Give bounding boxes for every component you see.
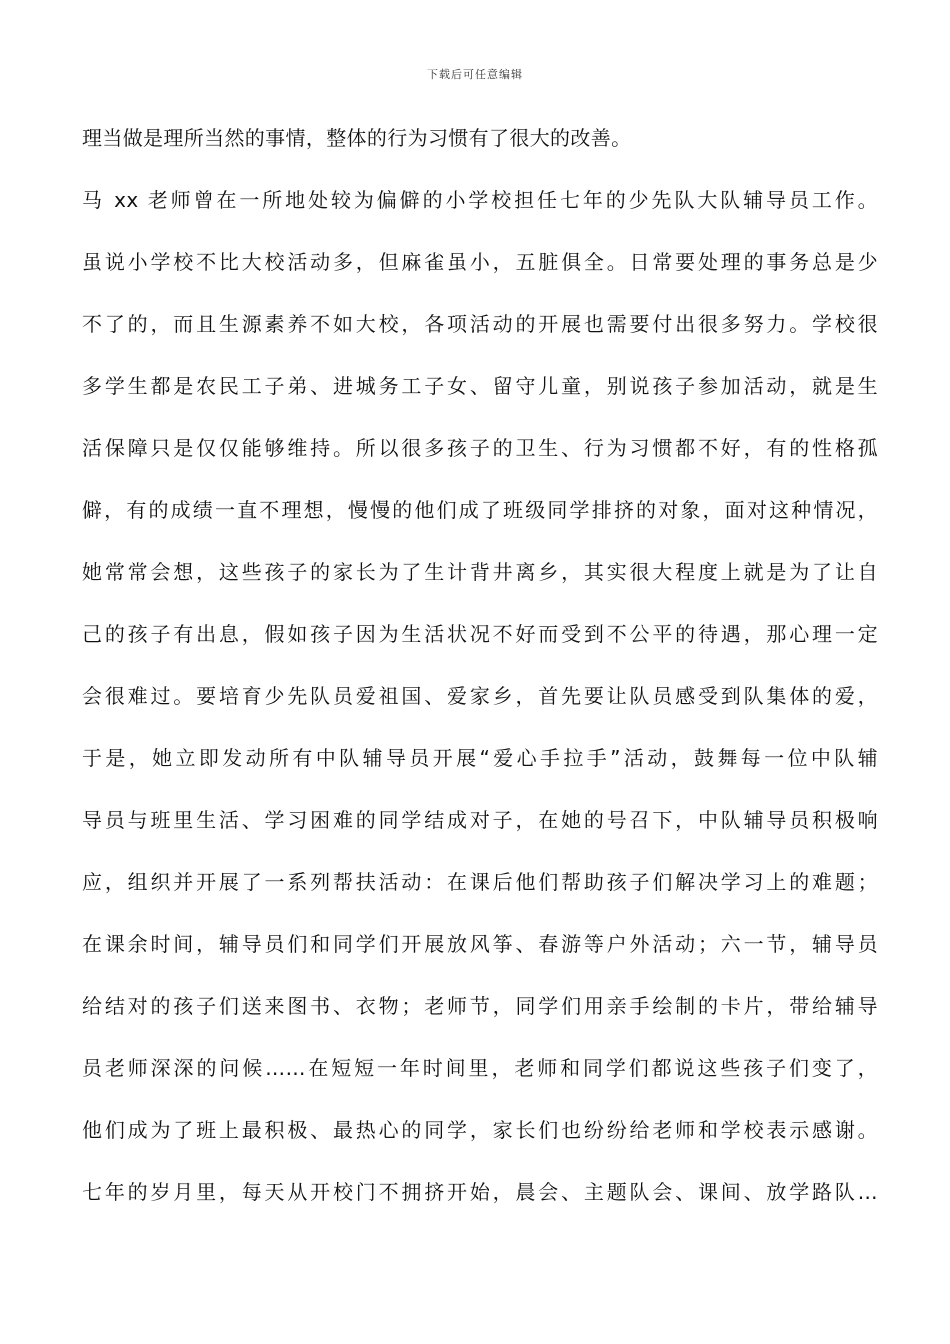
text-line: 应，组织并开展了一系列帮扶活动：在课后他们帮助孩子们解决学习上的难题； — [82, 870, 878, 894]
text-line: 不了的，而且生源素养不如大校，各项活动的开展也需要付出很多努力。学校很 — [82, 312, 878, 336]
text-line: 理当做是理所当然的事情，整体的行为习惯有了很大的改善。 — [82, 126, 632, 150]
text-line: 己的孩子有出息，假如孩子因为生活状况不好而受到不公平的待遇，那心理一定 — [82, 622, 878, 646]
body-text — [82, 118, 878, 1234]
text-line: 活保障只是仅仅能够维持。所以很多孩子的卫生、行为习惯都不好，有的性格孤 — [82, 436, 878, 460]
text-line: 他们成为了班上最积极、最热心的同学，家长们也纷纷给老师和学校表示感谢。 — [82, 1118, 878, 1142]
text-line: 给结对的孩子们送来图书、衣物；老师节，同学们用亲手绘制的卡片，带给辅导 — [82, 994, 878, 1018]
text-line: 多学生都是农民工子弟、进城务工子女、留守儿童，别说孩子参加活动，就是生 — [82, 374, 878, 398]
text-line: 虽说小学校不比大校活动多，但麻雀虽小，五脏俱全。日常要处理的事务总是少 — [82, 250, 878, 274]
text-line: 她常常会想，这些孩子的家长为了生计背井离乡，其实很大程度上就是为了让自 — [82, 560, 878, 584]
text-line: 马 xx 老师曾在一所地处较为偏僻的小学校担任七年的少先队大队辅导员工作。 — [82, 188, 878, 212]
text-line: 导员与班里生活、学习困难的同学结成对子，在她的号召下，中队辅导员积极响 — [82, 808, 878, 832]
text-line: 七年的岁月里，每天从开校门不拥挤开始，晨会、主题队会、课间、放学路队… — [82, 1180, 878, 1204]
text-line: 在课余时间，辅导员们和同学们开展放风筝、春游等户外活动；六一节，辅导员 — [82, 932, 878, 956]
page-header: 下载后可任意编辑 — [427, 68, 523, 81]
text-line: 僻，有的成绩一直不理想，慢慢的他们成了班级同学排挤的对象，面对这种情况， — [82, 498, 878, 522]
text-line: 于是，她立即发动所有中队辅导员开展“爱心手拉手”活动，鼓舞每一位中队辅 — [82, 746, 878, 770]
text-line: 会很难过。要培育少先队员爱祖国、爱家乡，首先要让队员感受到队集体的爱， — [82, 684, 878, 708]
text-line: 员老师深深的问候……在短短一年时间里，老师和同学们都说这些孩子们变了， — [82, 1056, 878, 1080]
